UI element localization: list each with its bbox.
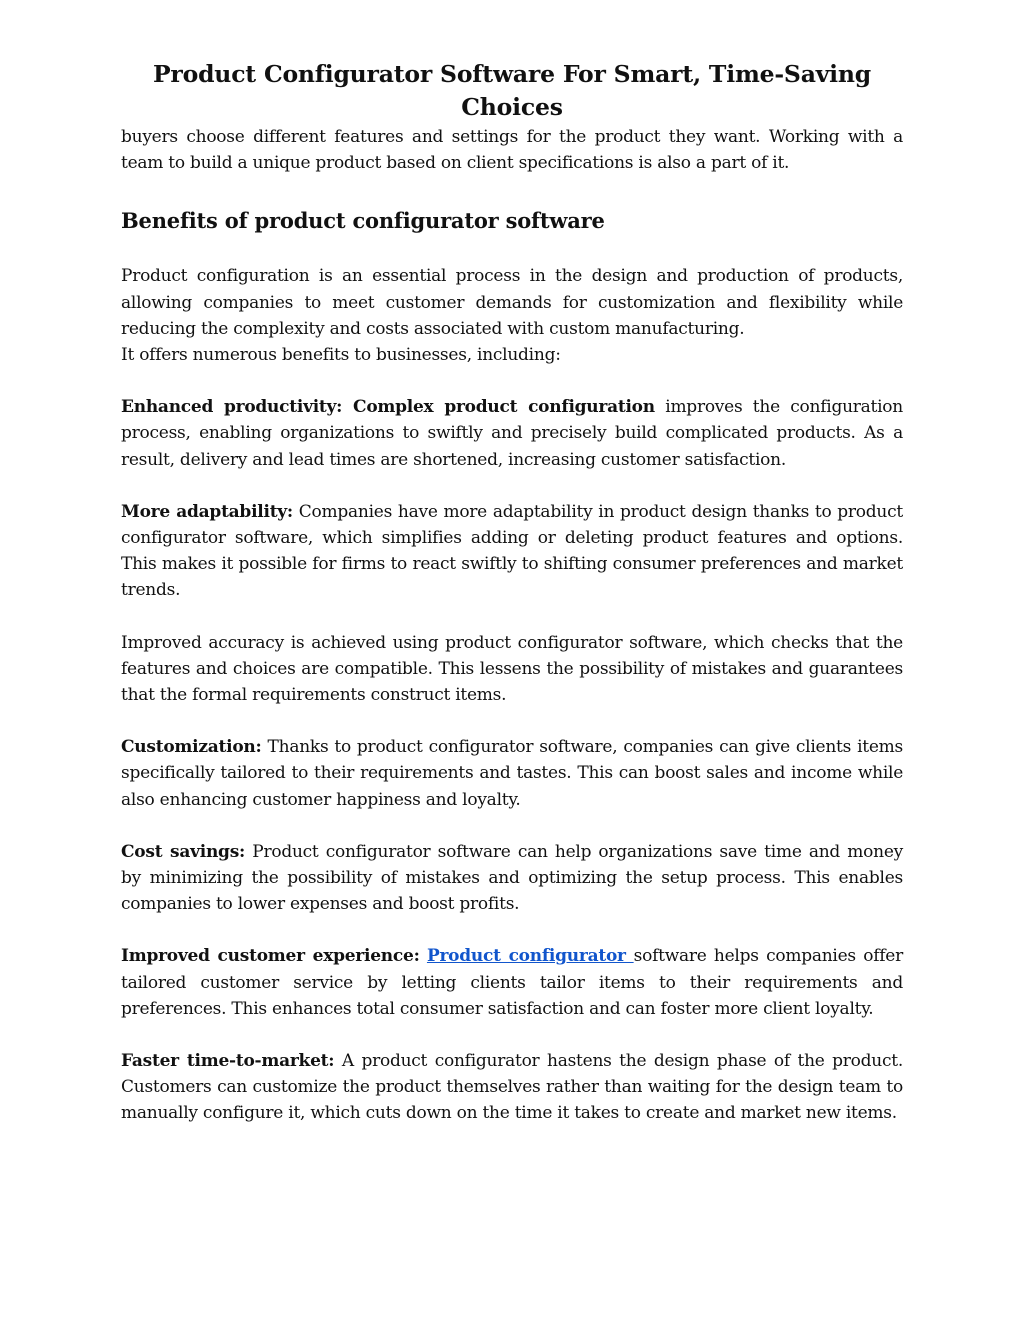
overview-text: Product configuration is an essential process in the design and production of products, allowing companies to meet customer demands for customization and flexibility while reducing the complexity and costs associated with custom manufacturing. <box>121 266 903 339</box>
benefit-text: software helps companies offer tailored customer service by letting clients tailor items to their requirements and preferences. This enhances total consumer satisfaction and can foster more client loyalty. <box>121 946 903 1019</box>
benefit-more-adaptability <box>121 499 903 604</box>
benefit-text: A product configurator hastens the design phase of the product. Customers can customize the product themselves rather than waiting for the design team to manually configure it, which cuts down on the time it takes to create and market new items. <box>121 1051 904 1124</box>
benefit-lead: More adaptability: <box>121 501 293 522</box>
benefit-enhanced-productivity <box>121 394 903 473</box>
benefit-lead: Customization: <box>121 737 262 758</box>
benefit-improved-customer-experience <box>121 943 903 1022</box>
benefit-lead: Cost savings: <box>121 841 246 862</box>
benefit-customization <box>121 734 903 813</box>
product-configurator-link[interactable]: Product configurator <box>426 946 634 967</box>
benefit-text: Companies have more adaptability in product design thanks to product configurator software, which simplifies adding or deleting product features and options. This makes it possible for firms to react swiftly to shifting consumer preferences and market trends. <box>121 501 903 601</box>
benefit-lead: Faster time-to-market: <box>121 1051 335 1072</box>
benefit-text: Product configurator software can help organizations save time and money by minimizing the possibility of mistakes and optimizing the setup process. This enables companies to lower expenses and boost profits. <box>121 841 903 915</box>
benefit-lead: Enhanced productivity: Complex product configuration <box>121 397 655 418</box>
section-heading: Benefits of product configurator software <box>121 208 605 234</box>
benefit-lead: Improved customer experience: <box>121 946 420 967</box>
benefit-improved-accuracy <box>121 630 903 709</box>
overview-paragraph <box>121 263 903 368</box>
intro-paragraph: buyers choose different features and settings for the product they want. Working with a team to build a unique product based on client specifications is also a part of it. <box>121 127 903 174</box>
benefit-text: Improved accuracy is achieved using product configurator software, which checks that the features and choices are compatible. This lessens the possibility of mistakes and guarantees that the formal requirements construct items. <box>121 632 903 706</box>
benefit-text: improves the configuration process, enabling organizations to swiftly and precisely build complicated products. As a result, delivery and lead times are shortened, increasing customer satisfaction. <box>121 397 903 470</box>
benefit-text: Thanks to product configurator software, companies can give clients items specifically tailored to their requirements and tastes. This can boost sales and income while also enhancing customer happiness and loyalty. <box>121 737 903 810</box>
benefit-cost-savings <box>121 839 903 918</box>
benefit-faster-time-to-market <box>121 1048 903 1127</box>
overview-text-line2: It offers numerous benefits to businesses, including: <box>121 345 561 366</box>
document-title: Product Configurator Software For Smart, Time-Saving Choices <box>152 60 872 121</box>
